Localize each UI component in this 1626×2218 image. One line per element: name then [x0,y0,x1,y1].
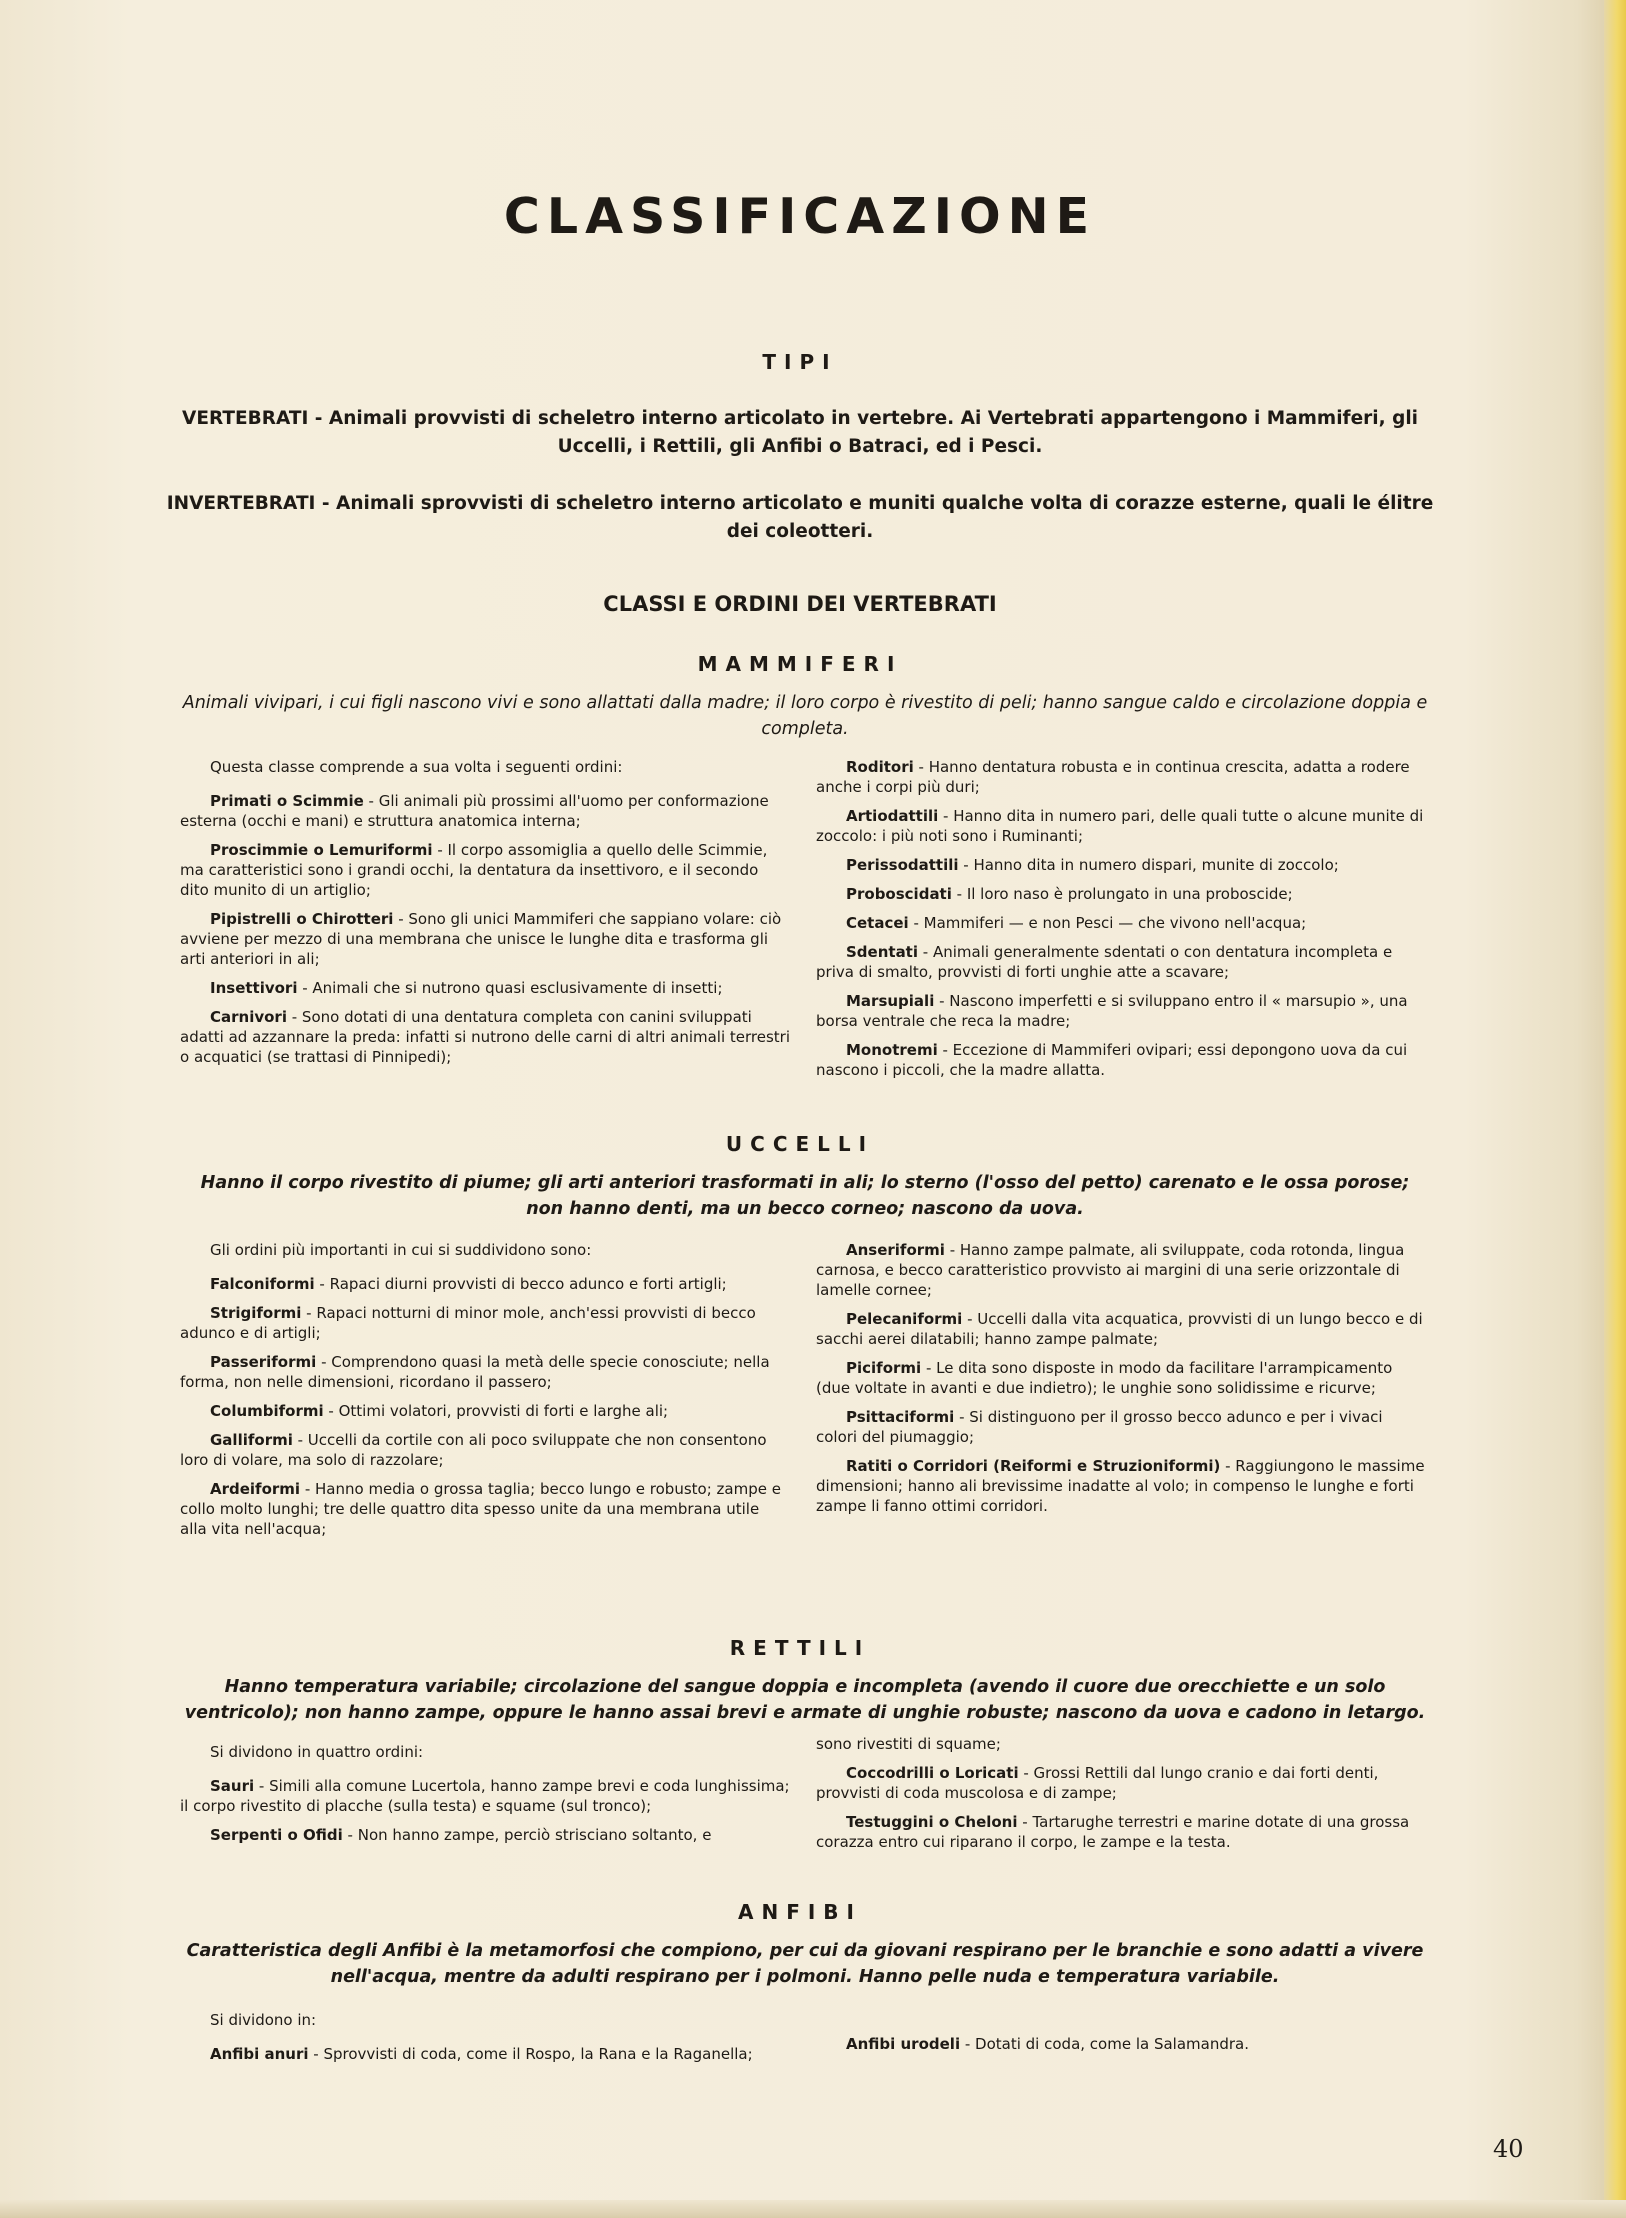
list-item [180,840,790,900]
list-item [180,1776,790,1816]
definition-text: - Simili alla comune Lucertola, hanno zampe brevi e coda lunghissima; il corpo rivestito di placche (sulla testa) e squame (sul tronco); [180,1777,790,1815]
term: INVERTEBRATI [166,493,316,514]
list-item [180,1430,790,1470]
definition-text: - Eccezione di Mammiferi ovipari; essi depongono uova da cui nascono i piccoli, che la madre allatta. [816,1041,1408,1079]
definition-text: - Non hanno zampe, perciò strisciano soltanto, e [342,1826,712,1844]
list-item [816,2034,1426,2054]
list-item [180,791,790,831]
term: Proscimmie o Lemuriformi [210,841,433,859]
definition-text: - Comprendono quasi la metà delle specie conosciute; nella forma, non nelle dimensioni, ricordano il passero; [180,1353,770,1391]
column-left [180,757,790,1076]
list-item [180,1007,790,1067]
list-item [816,757,1426,797]
list-item [816,1309,1426,1349]
definition-vertebrati [160,405,1440,461]
definition-text: - Ottimi volatori, provvisti di forti e larghe ali; [323,1402,669,1420]
list-item [816,806,1426,846]
definition-text: - Sono gli unici Mammiferi che sappiano volare: ciò avviene per mezzo di una membrana che unisce le lunghe dita e trasforma gli arti anteriori in ali; [180,910,782,968]
definition-text: - Rapaci diurni provvisti di becco adunco e forti artigli; [314,1275,727,1293]
definition-text: - Animali generalmente sdentati o con dentatura incompleta e priva di smalto, provvisti di forti unghie atte a scavare; [816,943,1393,981]
definition-text: - Animali che si nutrono quasi esclusivamente di insetti; [297,979,723,997]
definition-text: - Hanno dita in numero dispari, munite di zoccolo; [958,856,1339,874]
definition-text: - Nascono imperfetti e si sviluppano entro il « marsupio », una borsa ventrale che reca la madre; [816,992,1408,1030]
term: Pipistrelli o Chirotteri [210,910,394,928]
term: Galliformi [210,1431,293,1449]
definition-text: - Mammiferi — e non Pesci — che vivono nell'acqua; [908,914,1307,932]
definition-text: - Hanno dentatura robusta e in continua crescita, adatta a rodere anche i corpi più duri; [816,758,1410,796]
page-edge [1604,0,1626,2218]
definition-text: - Sprovvisti di coda, come il Rospo, la Rana e la Raganella; [308,2045,753,2063]
term: Ratiti o Corridori (Reiformi e Struzioniformi) [846,1457,1221,1475]
list-item [816,1240,1426,1300]
list-item [816,1456,1426,1516]
term: Strigiformi [210,1304,302,1322]
term: Coccodrilli o Loricati [846,1764,1019,1782]
definition-text: - Raggiungono le massime dimensioni; hanno ali brevissime inadatte al volo; in compenso le lunghe e forti zampe li fanno ottimi corridori. [816,1457,1425,1515]
list-item [816,1763,1426,1803]
section-heading-anfibi: ANFIBI [737,1900,862,1924]
definition-text: - Il corpo assomiglia a quello delle Scimmie, ma caratteristici sono i grandi occhi, la dentatura da insettivoro, e il secondo dito munito di un artiglio; [180,841,768,899]
list-item [816,884,1426,904]
section-subtitle: CLASSI E ORDINI DEI VERTEBRATI [603,592,997,616]
list-item [816,1358,1426,1398]
definition-text: - Rapaci notturni di minor mole, anch'essi provvisti di becco adunco e di artigli; [180,1304,756,1342]
term: Testuggini o Cheloni [846,1813,1018,1831]
term: Pelecaniformi [846,1310,963,1328]
definition-text: - Uccelli da cortile con ali poco sviluppate che non consentono loro di volare, ma solo di razzolare; [180,1431,767,1469]
definition-text: - Hanno dita in numero pari, delle quali tutte o alcune munite di zoccolo: i più noti sono i Ruminanti; [816,807,1424,845]
term: Monotremi [846,1041,938,1059]
term: Ardeiformi [210,1480,301,1498]
term: Anfibi urodeli [846,2035,961,2053]
term: Serpenti o Ofidi [210,1826,343,1844]
list-item [816,991,1426,1031]
term: Sauri [210,1777,255,1795]
section-intro-mammiferi: Animali vivipari, i cui figli nascono vivi e sono allattati dalla madre; il loro corpo è rivestito di peli; hanno sangue caldo e circolazione doppia e completa. [182,693,1428,739]
section-intro-uccelli: Hanno il corpo rivestito di piume; gli arti anteriori trasformati in ali; lo sterno (l'osso del petto) carenato e le ossa porose; non hanno denti, ma un becco corneo; nascono da uova. [200,1173,1410,1219]
list-item [180,1274,790,1294]
term: Cetacei [846,914,909,932]
list-item [180,909,790,969]
list-lead: Questa classe comprende a sua volta i seguenti ordini: [210,758,623,776]
definition-text: - Si distinguono per il grosso becco adunco e per i vivaci colori del piumaggio; [816,1408,1383,1446]
term: Psittaciformi [846,1408,955,1426]
definition-text: - Grossi Rettili dal lungo cranio e dai forti denti, provvisti di coda muscolosa e di zampe; [816,1764,1379,1802]
section-intro-rettili: Hanno temperatura variabile; circolazione del sangue doppia e incompleta (avendo il cuore due orecchiette e un solo ventricolo); non hanno zampe, oppure le hanno assai brevi e armate di unghie robuste; nascono da uova e cadono in letargo. [184,1677,1426,1723]
definition-text: - Hanno media o grossa taglia; becco lungo e robusto; zampe e collo molto lunghi; tre delle quattro dita spesso unite da una membrana utile alla vita nell'acqua; [180,1480,781,1538]
list-item [180,978,790,998]
column-left [180,1240,790,1548]
section-heading-mammiferi: MAMMIFERI [697,652,903,676]
list-item [180,1401,790,1421]
term: Proboscidati [846,885,952,903]
column-right [816,757,1426,1089]
list-item [816,855,1426,875]
definition-text: - Tartarughe terrestri e marine dotate di una grossa corazza entro cui riparano il corpo, le zampe e la testa. [816,1813,1410,1851]
term: Anfibi anuri [210,2045,309,2063]
section-heading-tipi: TIPI [762,350,838,374]
list-item [816,1407,1426,1447]
section-heading-rettili: RETTILI [729,1636,871,1660]
definition-text: - Animali provvisti di scheletro interno articolato in vertebre. Ai Vertebrati appartengono i Mammiferi, gli Uccelli, i Rettili, gli Anfibi o Batraci, ed i Pesci. [308,408,1418,457]
term: Roditori [846,758,914,776]
list-lead: Si dividono in quattro ordini: [210,1743,424,1761]
list-item [180,1479,790,1539]
term: Passeriformi [210,1353,317,1371]
definition-text: - Sono dotati di una dentatura completa con canini sviluppati adatti ad azzannare la preda: infatti si nutrono delle carni di altri animali terrestri o acquatici (se trattasi di Pinnipedi); [180,1008,791,1066]
page-number: 40 [1493,2135,1524,2163]
column-left [180,1742,790,1854]
term: Columbiformi [210,1402,324,1420]
term: Insettivori [210,979,298,997]
definition-text: - Le dita sono disposte in modo da facilitare l'arrampicamento (due voltate in avanti e due indietro); le unghie sono solidissime e ricurve; [816,1359,1393,1397]
term: Piciformi [846,1359,922,1377]
list-item [816,1812,1426,1852]
list-item [180,1825,790,1845]
column-right [816,2034,1426,2063]
definition-text: - Il loro naso è prolungato in una proboscide; [951,885,1293,903]
list-item [180,1303,790,1343]
column-right [816,1734,1426,1861]
term: Artiodattili [846,807,939,825]
page-edge-bottom [0,2200,1626,2218]
list-item [180,2044,790,2064]
list-lead: Si dividono in: [210,2011,317,2029]
list-item [180,1352,790,1392]
section-heading-uccelli: UCCELLI [725,1132,875,1156]
list-item [816,1040,1426,1080]
list-lead: Gli ordini più importanti in cui si suddividono sono: [210,1241,592,1259]
definition-text: - Uccelli dalla vita acquatica, provvisti di un lungo becco e di sacchi aerei dilatabili; hanno zampe palmate; [816,1310,1423,1348]
list-item-continuation: sono rivestiti di squame; [816,1735,1001,1753]
section-intro-anfibi: Caratteristica degli Anfibi è la metamorfosi che compiono, per cui da giovani respirano per le branchie e sono adatti a vivere nell'acqua, mentre da adulti respirano per i polmoni. Hanno pelle nuda e temperatura variabile. [186,1941,1424,1987]
page-title: CLASSIFICAZIONE [503,188,1097,245]
term: Perissodattili [846,856,959,874]
column-left [180,2010,790,2073]
definition-text: - Animali sprovvisti di scheletro interno articolato e muniti qualche volta di corazze esterne, quali le élitre dei coleotteri. [315,493,1434,542]
term: VERTEBRATI [182,408,309,429]
definition-text: - Dotati di coda, come la Salamandra. [960,2035,1249,2053]
term: Marsupiali [846,992,935,1010]
term: Primati o Scimmie [210,792,364,810]
definition-invertebrati [160,490,1440,546]
term: Anseriformi [846,1241,945,1259]
term: Sdentati [846,943,918,961]
list-item [816,942,1426,982]
column-right [816,1240,1426,1525]
term: Carnivori [210,1008,287,1026]
definition-text: - Hanno zampe palmate, ali sviluppate, coda rotonda, lingua carnosa, e becco caratteristico provvisto ai margini di una serie orizzontale di lamelle cornee; [816,1241,1405,1299]
term: Falconiformi [210,1275,315,1293]
list-item [816,913,1426,933]
definition-text: - Gli animali più prossimi all'uomo per conformazione esterna (occhi e mani) e struttura anatomica interna; [180,792,769,830]
